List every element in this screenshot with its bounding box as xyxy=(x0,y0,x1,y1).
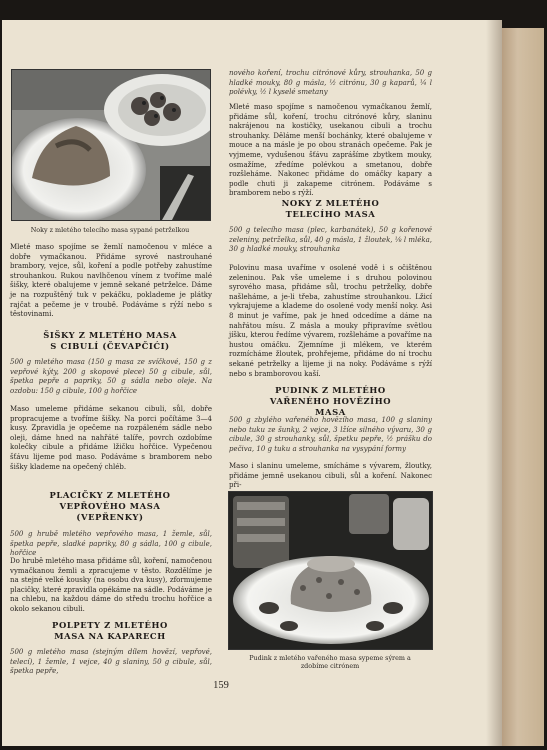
photo-pudink xyxy=(228,491,433,650)
ingredients-polpety: 500 g mletého masa (stejným dílem hovězí, vepřové, telecí), 1 žemle, 1 vejce, 40 g slaniny, 50 g cibule, sůl, špetka pepře, xyxy=(10,648,212,676)
ingredients-polpety-cont: nového koření, trochu citrónové kůry, strouhanka, 50 g hladké mouky, 80 g másla, ½ citrónu, 30 g kaparů, ¼ l polévky, ½ l kyselé smetany xyxy=(229,69,432,97)
method-pudink: Maso i slaninu umeleme, smícháme s vývarem, žloutky, přidáme jemně usekanou cibuli, sůl a koření. Nakonec při- xyxy=(229,462,432,490)
intro-text: Mleté maso spojíme se žemlí namočenou v mléce a dobře vymačkanou. Přidáme syrové nastrouhané brambory, vejce, sůl, koření a podle potřeby zahustíme strouhankou. Rukou navlhčenou vínem z tvoříme malé šišky, které obalujeme v jemně sekané petrželce. Dáme je na rozpuštěný tuk v pekáčku, poklademe je plátky rajčat a pečeme je v troubě. Podáváme s rýží nebo s těstovinami. xyxy=(10,243,212,319)
heading-sisky: ŠIŠKY Z MLETÉHO MASA S CIBULÍ (ČEVAPČIĆI) xyxy=(43,330,177,351)
caption-photo-top: Noky z mletého telecího masa sypané petrželkou xyxy=(30,226,190,234)
ingredients-sisky: 500 g mletého masa (150 g masa ze svíčkové, 150 g z vepřové kýty, 200 g skopové plece) 50 g cibule, sůl, špetka pepře a papriky, 50 g sádla nebo oleje. Na ozdobu: 150 g cibule, 100 g hořčice xyxy=(10,358,212,395)
photo-noky xyxy=(11,69,211,221)
page-number: 159 xyxy=(213,680,229,691)
method-placicky: Do hrubě mletého masa přidáme sůl, koření, namočenou vymačkanou žemli a zpracujeme v těsto. Rozdělíme je na stejné velké kousky (na osobu dva kusy), zformujeme placičky, které zpravidla opékáme na sádle. Podáváme je na chlebu, na každou dáme do středu trochu hořčice a okolo sekanou cibuli. xyxy=(10,557,212,613)
heading-placicky: PLACIČKY Z MLETÉHO VEPŘOVÉHO MASA (VEPŘENKY) xyxy=(49,490,171,522)
book-page-edge xyxy=(500,28,544,746)
heading-noky: NOKY Z MLETÉHO TELECÍHO MASA xyxy=(281,198,380,219)
heading-polpety: POLPETY Z MLETÉHO MASA NA KAPARECH xyxy=(52,620,168,641)
method-noky: Polovinu masa uvaříme v osolené vodě i s očištěnou zeleninou. Pak vše umeleme i s druhou polovinou syrového masa, přidáme sůl, trochu petrželky, dobře našleháme, a je-li třeba, zahustíme strouhankou. Lžicí vykrajujeme a klademe do osolené vody menší noky. Asi 8 minut je vaříme, pak je hned odcedíme a dáme na nahřátou mísu. Z másla a mouky připravíme světlou jíšku, kterou ředíme vývarem, rozšleháme a povaříme na hustou omáčku. Zjemníme ji mlékem, ve kterém rozmícháme žloutek, prohřejeme, přidáme do ní trochu sekané petrželky a lijeme ji na noky. Podáváme s rýží nebo s bramborovou kaší. xyxy=(229,264,432,378)
ingredients-pudink: 500 g zbylého vařeného hovězího masa, 100 g slaniny nebo tuku ze šunky, 2 vejce, 3 lžíce silného vývaru, 30 g cibule, 30 g strouhanky, sůl, špetku pepře, ½ prášku do pečiva, 10 g tuku a strouhanka na vysypání formy xyxy=(229,416,432,453)
method-sisky: Maso umeleme přidáme sekanou cibuli, sůl, dobře propracujeme a tvoříme šišky. Na porci počítáme 3—4 kusy. Zpravidla je opečeme na rozpáleném sádle nebo oleji, dáme hned na nahřáté talíře, povrch ozdobíme kolečky cibule a přidáme lžičku hořčice. Vypečenou šťávu lijeme pod maso. Podáváme s bramborem nebo šišky klademe na opečený chléb. xyxy=(10,405,212,471)
heading-pudink: PUDINK Z MLETÉHO VAŘENÉHO HOVĚZÍHO MASA xyxy=(269,385,392,417)
method-polpety: Mleté maso spojíme s namočenou vymačkanou žemlí, přidáme sůl, koření, trochu citrónové kůry, slaninu nakrájenou na kostičky, usekanou cibuli a trochu strouhanky. Děláme menší bochánky, které obalujeme v mouce a na másle je po obou stranách opečeme. Pak je vyjmeme, vydušenou šťávu zaprášíme zbytkem mouky, osmažíme, zředíme polévkou a smetanou, dobře rozšleháme. Nakonec přidáme do omáčky kapary a podle chuti ji zakapeme citrónem. Podáváme s bramborem nebo s rýží. xyxy=(229,103,432,198)
page-fold-shadow xyxy=(486,20,502,746)
ingredients-placicky: 500 g hrubě mletého vepřového masa, 1 žemle, sůl, špetka pepře, sladké papriky, 80 g sádla, 100 g cibule, hořčice xyxy=(10,530,212,558)
caption-photo-bottom: Pudink z mletého vařeného masa sypeme sýrem a zdobíme citrónem xyxy=(249,654,411,671)
ingredients-noky: 500 g telecího masa (plec, karbanátek), 50 g kořenové zeleniny, petrželka, sůl, 40 g másla, 1 žloutek, ⅛ l mléka, 30 g hladké mouky, strouhanka xyxy=(229,226,432,254)
